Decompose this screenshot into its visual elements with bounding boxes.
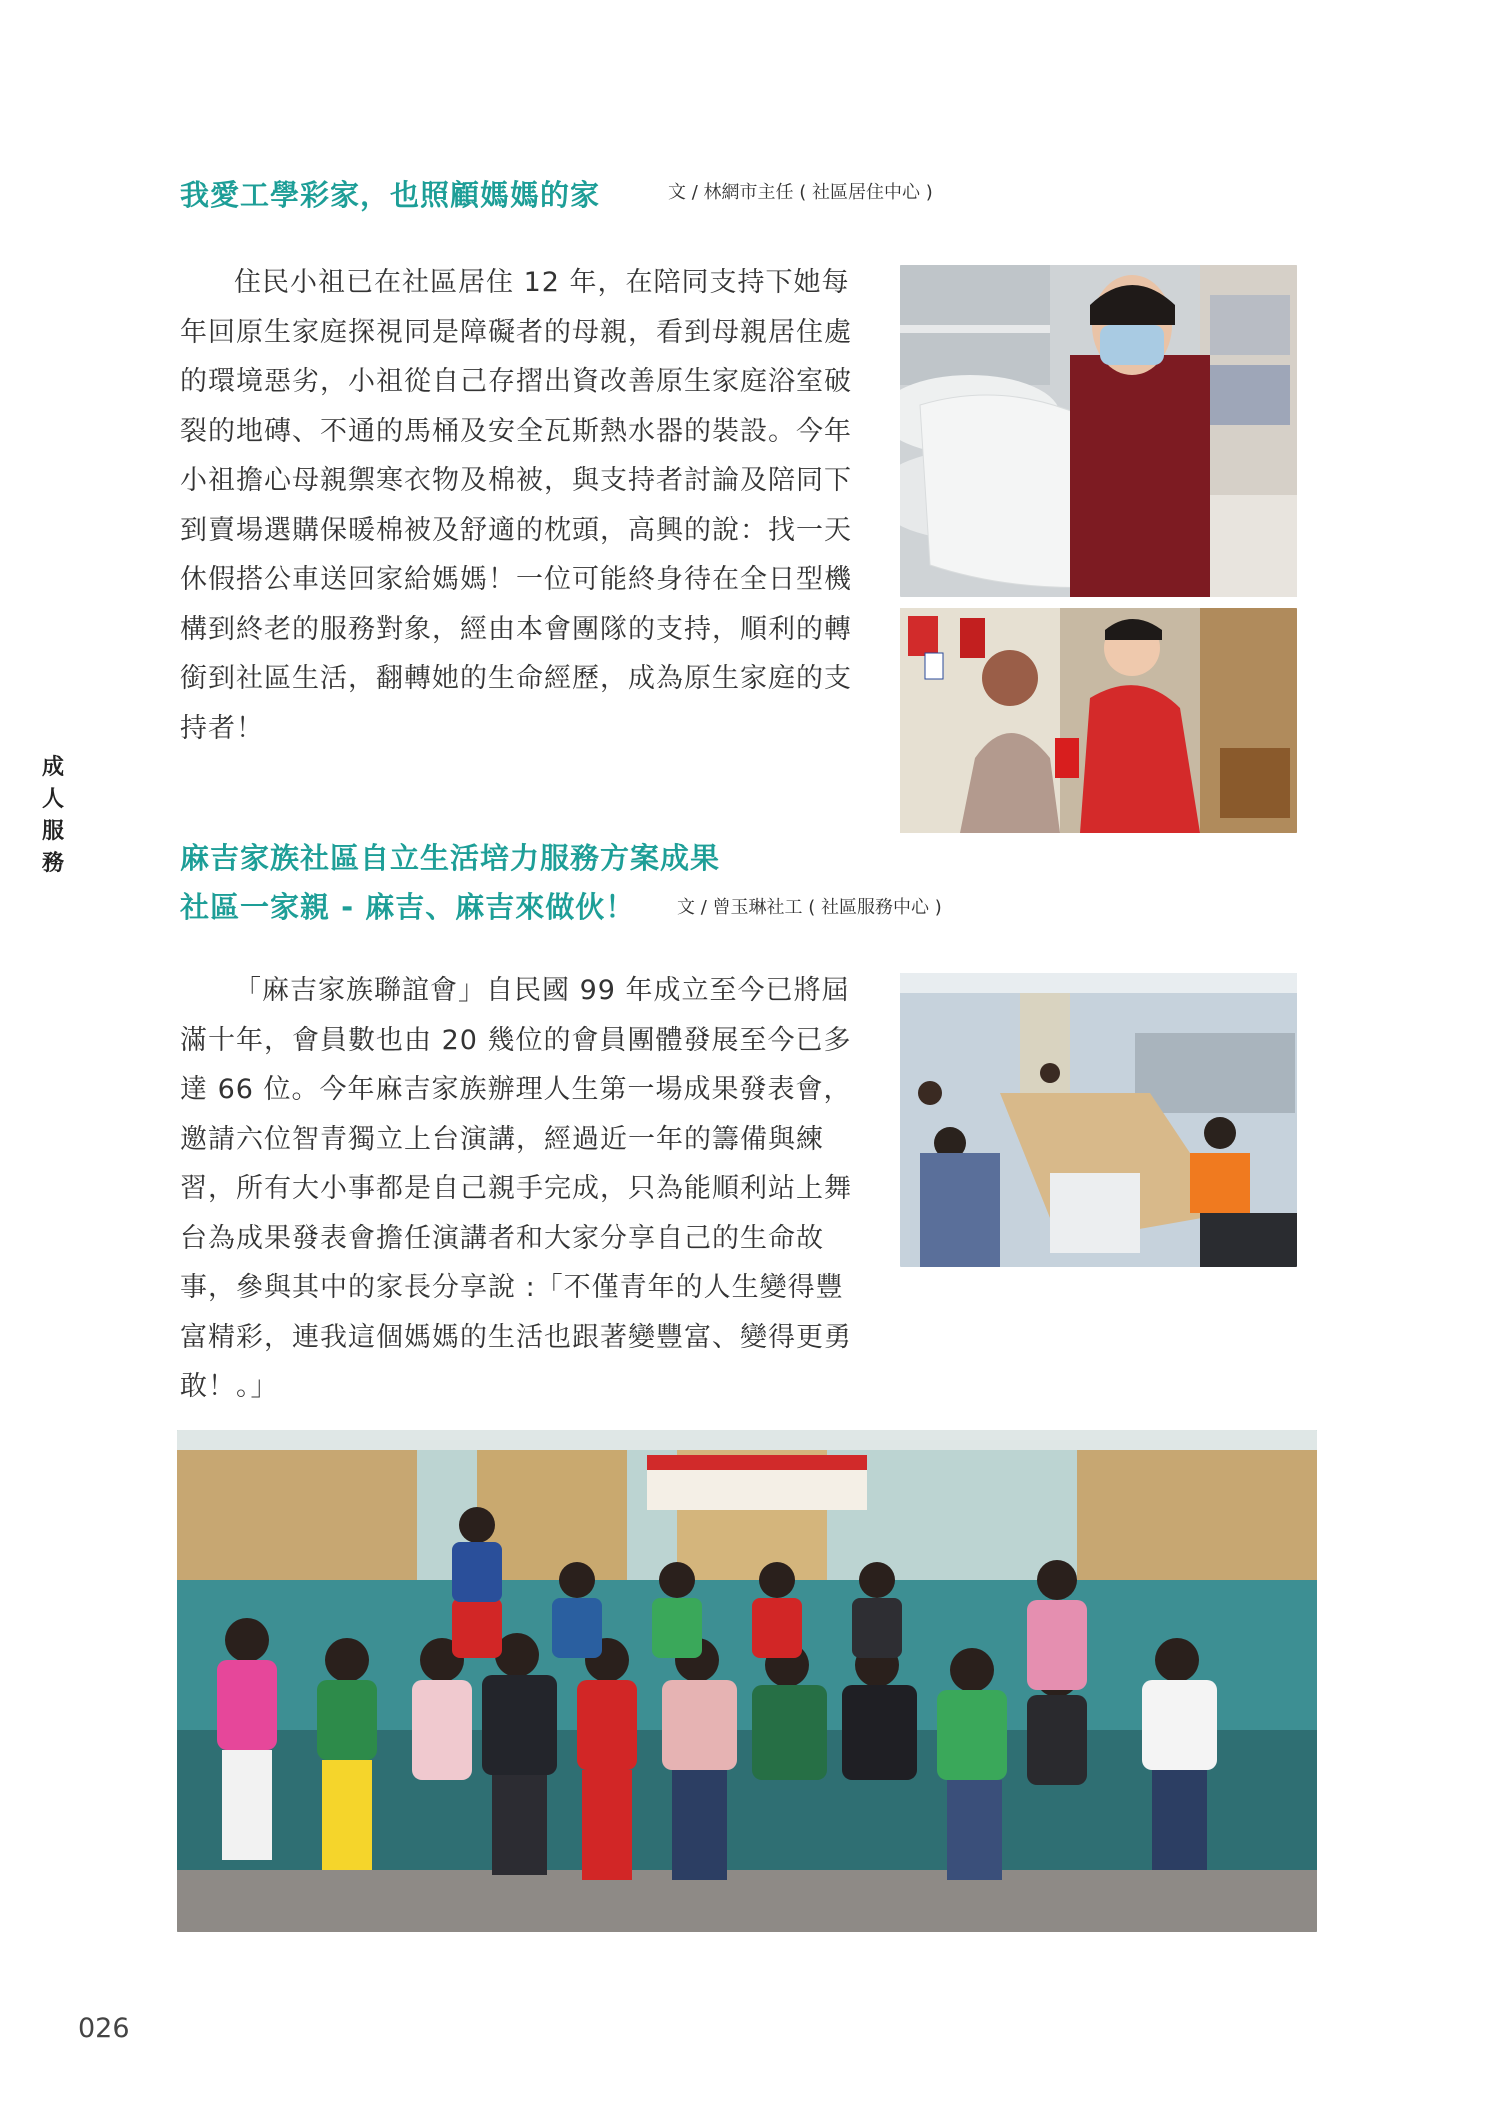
article2-title-line1: 麻吉家族社區自立生活培力服務方案成果: [180, 841, 721, 875]
side-label-char: 人: [41, 787, 64, 812]
article1-byline: 文 / 林網市主任 ( 社區居住中心 ): [668, 182, 933, 203]
side-label-char: 成: [41, 755, 64, 780]
photo-meeting-room: [900, 973, 1297, 1267]
photo-group: [177, 1430, 1317, 1932]
article1-paragraph: 住民小祖已在社區居住 12 年，在陪同支持下她每年回原生家庭探視同是障礙者的母親，看到母親居住處的環境惡劣，小祖從自己存摺出資改善原生家庭浴室破裂的地磚、不通的馬桶及安全瓦斯熱水器的裝設。今年小祖擔心母親禦寒衣物及棉被，與支持者討論及陪同下到賣場選購保暖棉被及舒適的枕頭，高興的說：找一天休假搭公車送回家給媽媽！一位可能終身待在全日型機構到終老的服務對象，經由本會團隊的支持，順利的轉銜到社區生活，翻轉她的生命經歷，成為原生家庭的支持者！: [180, 267, 852, 744]
article1-body: [180, 258, 862, 753]
article2-body: [180, 966, 865, 1412]
article2-title-line2: 社區一家親 - 麻吉、麻吉來做伙！: [180, 890, 636, 924]
photo-pillow-shopping: [900, 265, 1297, 597]
section-side-label: [38, 752, 68, 880]
side-label-char: 服: [41, 819, 64, 844]
article2-paragraph: 「麻吉家族聯誼會」自民國 99 年成立至今已將屆滿十年，會員數也由 20 幾位的會員團體發展至今已多達 66 位。今年麻吉家族辦理人生第一場成果發表會，邀請六位智青獨立上台演講，經過近一年的籌備與練習，所有大小事都是自己親手完成，只為能順利站上舞台為成果發表會擔任演講者和大家分享自己的生命故事，參與其中的家長分享說 :「不僅青年的人生變得豐富精彩，連我這個媽媽的生活也跟著變豐富、變得更勇敢！。」: [180, 975, 852, 1402]
article1-title: 我愛工學彩家，也照顧媽媽的家: [180, 178, 601, 212]
article2-byline: 文 / 曾玉琳社工 ( 社區服務中心 ): [677, 897, 942, 918]
photo-gift-to-mother: [900, 608, 1297, 833]
side-label-char: 務: [41, 851, 64, 876]
page-number: 026: [78, 2013, 130, 2044]
